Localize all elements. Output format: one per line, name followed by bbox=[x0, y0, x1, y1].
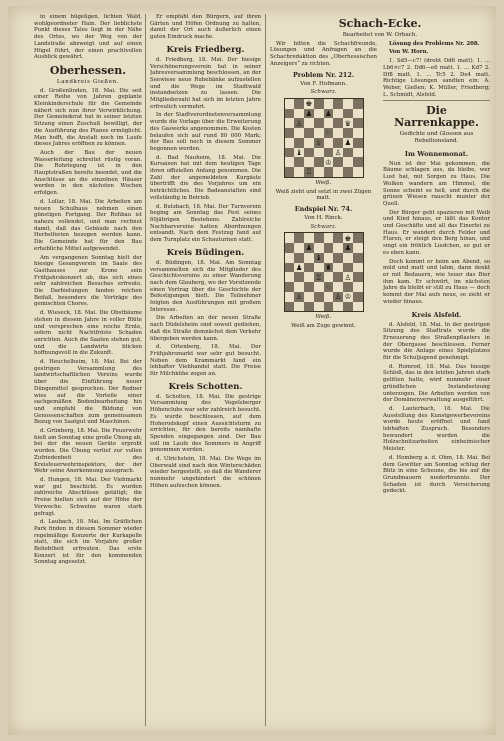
chess-square bbox=[294, 109, 304, 119]
news-paragraph: d. Großenlinden, 18. Mai. Die seit einer Reihe von Jahren geplante Kleinkinderschule für die Gemeinde nähert sich nun ihrer Verwirklichung. Der Gemeinderat hat in seiner letzten Sitzung einen Zuschuß bewilligt, der die Ausführung des Planes ermöglicht. Man hofft, die Anstalt noch im Laufe dieses Jahres eröffnen zu können. bbox=[34, 87, 142, 148]
left-paragraphs bbox=[34, 88, 142, 567]
chess-square bbox=[294, 138, 304, 148]
chess-piece-icon: ♟ bbox=[344, 138, 352, 148]
chess-square bbox=[324, 138, 334, 148]
chess-square bbox=[333, 233, 343, 243]
chess-piece-icon: ♖ bbox=[305, 167, 313, 177]
news-paragraph: Auch der Bau der neuen Wasserleitung schreitet rüstig voran. Die Rohrlegung ist in den Hauptstraßen bereits beendet, und die Anschlüsse an die einzelnen Häuser werden in den nächsten Wochen erfolgen. bbox=[34, 149, 142, 197]
chess-square bbox=[353, 118, 363, 128]
news-paragraph: d. Laubach, 18. Mai. Im Gräflichen Park finden in diesem Sommer wieder regelmäßige Konzerte der Kurkapelle statt, die sich im Vorjahre großer Beliebtheit erfreuten. Das erste Konzert ist für den kommenden Sonntag angesetzt. bbox=[34, 519, 142, 566]
chess-square bbox=[324, 292, 334, 302]
chess-square bbox=[324, 157, 334, 167]
chess-square bbox=[353, 292, 363, 302]
chess-piece-icon: ♙ bbox=[344, 272, 352, 282]
problem2-white: Weiß. bbox=[315, 314, 332, 321]
chess-square bbox=[353, 148, 363, 158]
chess-square bbox=[304, 128, 314, 138]
news-paragraph: d. Bad Nauheim, 18. Mai. Die Kursaison hat mit dem heutigen Tage ihren offiziellen Anfang genommen. Die Zahl der angemeldeten Kurgäste übertrifft die des Vorjahres um ein beträchtliches. Die Badeanstalten sind vollständig in Betrieb. bbox=[150, 154, 261, 201]
chess-square bbox=[285, 292, 295, 302]
humor-paragraph: d. Alsfeld, 18. Mai. In der gestrigen Sitzung des Stadtrats wurde die Erneuerung des Straßenpflasters in der Obergasse beschlossen. Ferner wurde die Anlage eines Spielplatzes für die Schuljugend genehmigt. bbox=[383, 321, 490, 362]
news-paragraph: d. Schotten, 18. Mai. Die gestrige Versammlung des Vogelsberger Höhenclubs war sehr zahlreich besucht. Es wurde beschlossen, auf dem Hoherodskopf einen Aussichtsturm zu errichten, für den bereits namhafte Spenden eingegangen sind. Der Bau soll im Laufe des Sommers in Angriff genommen werden. bbox=[150, 393, 261, 454]
news-paragraph: d. Ortenberg, 18. Mai. Der Frühjahrsmarkt war sehr gut besucht. Neben dem Krammarkt fand ein lebhafter Viehhandel statt. Die Preise für Milchkühe zogen an. bbox=[150, 344, 261, 378]
chess-square bbox=[333, 167, 343, 177]
chess-piece-icon: ♟ bbox=[305, 243, 313, 253]
chess-square bbox=[333, 99, 343, 109]
chess-square bbox=[314, 118, 324, 128]
news-paragraph: d. Friedberg, 18. Mai. Der hiesige Verschönerungsverein hat in seiner Jahresversammlung beschlossen, an der Seewiese neue Ruhebänke aufzustellen und die Wege im Stadtwald instandsetzen zu lassen. Die Mitgliederzahl hat sich im letzten Jahre erfreulich vermehrt. bbox=[150, 56, 261, 110]
chess-piece-icon: ♚ bbox=[344, 233, 352, 243]
chess-left bbox=[270, 41, 377, 497]
chess-square bbox=[314, 138, 324, 148]
humor-subheading: Gedichte und Glossen aus Rebellionsland. bbox=[399, 131, 474, 145]
chess-square bbox=[314, 109, 324, 119]
chess-square bbox=[294, 282, 304, 292]
chess-square bbox=[304, 302, 314, 312]
chess-square bbox=[324, 253, 334, 263]
problem1-author: Von F. Hofmann. bbox=[300, 80, 347, 87]
chess-square bbox=[314, 167, 324, 177]
chess-square bbox=[294, 272, 304, 282]
chess-square bbox=[285, 138, 295, 148]
chess-square bbox=[343, 253, 353, 263]
chess-square bbox=[353, 263, 363, 273]
chess-square bbox=[304, 99, 314, 109]
chess-square bbox=[333, 118, 343, 128]
chess-square bbox=[285, 157, 295, 167]
right-column bbox=[270, 14, 490, 726]
chess-square bbox=[285, 282, 295, 292]
chess-square bbox=[324, 99, 334, 109]
chess-square bbox=[304, 272, 314, 282]
section-heading: Kreis Büdingen. bbox=[166, 247, 245, 258]
chess-square bbox=[304, 109, 314, 119]
chess-square bbox=[314, 263, 324, 273]
endgame-author: Von H. Rinck. bbox=[304, 215, 343, 222]
chess-square bbox=[294, 128, 304, 138]
chess-board-1 bbox=[284, 98, 364, 178]
chess-square bbox=[285, 148, 295, 158]
chess-square bbox=[353, 157, 363, 167]
chess-square bbox=[343, 167, 353, 177]
chess-piece-icon: ♔ bbox=[344, 292, 352, 302]
chess-square bbox=[285, 233, 295, 243]
chess-piece-icon: ♘ bbox=[325, 282, 332, 292]
chess-square bbox=[353, 302, 363, 312]
chess-piece-icon: ♟ bbox=[325, 108, 332, 118]
humor-section-heading: Kreis Alsfeld. bbox=[411, 310, 462, 319]
chess-square bbox=[333, 292, 343, 302]
chess-square bbox=[304, 167, 314, 177]
chess-note: Wir bitten die Schachfreunde, Lösungen und Anfragen an die Schachredaktion des „Oberhessischen Anzeigers“ zu richten. bbox=[270, 40, 377, 67]
chess-piece-icon: ♙ bbox=[295, 118, 303, 128]
problem1-title: Problem Nr. 212. bbox=[292, 70, 355, 79]
chess-piece-icon: ♘ bbox=[325, 128, 332, 138]
chess-square bbox=[353, 138, 363, 148]
news-paragraph: Die Arbeiten an der neuen Straße nach Düdelsheim sind soweit gediehen, daß die Straße demnächst dem Verkehr übergeben werden kann. bbox=[150, 315, 261, 342]
humor-paragraph: d. Lauterbach, 18. Mai. Die Ausstellung des Kunstgewerbevereins wurde heute eröffnet und fand lebhaften Zuspruch. Besonders bewundert wurden die Holzschnitzarbeiten einheimischer Meister. bbox=[383, 405, 490, 453]
chess-square bbox=[333, 148, 343, 158]
chess-piece-icon: ♕ bbox=[315, 138, 322, 148]
chess-piece-icon: ♔ bbox=[325, 157, 332, 167]
chess-square bbox=[333, 302, 343, 312]
chess-square bbox=[285, 263, 295, 273]
chess-square bbox=[324, 233, 334, 243]
humor-heading: Die Narrenkappe. bbox=[394, 104, 479, 130]
chess-square bbox=[333, 253, 343, 263]
chess-square bbox=[324, 109, 334, 119]
chess-square bbox=[343, 118, 353, 128]
chess-piece-icon: ♛ bbox=[344, 118, 352, 128]
chess-square bbox=[304, 243, 314, 253]
chess-square bbox=[294, 302, 304, 312]
chess-square bbox=[324, 167, 334, 177]
news-paragraph: d. Lollar, 18. Mai. Die Arbeiten am neuen Schulhaus nehmen einen günstigen Fortgang. Der Rohbau ist nahezu vollendet, und man rechnet damit, daß das Gebäude nach den Herbstferien bezogen werden kann. Die Gemeinde hat für den Bau erhebliche Mittel aufgewendet. bbox=[34, 198, 142, 252]
chess-piece-icon: ♚ bbox=[305, 99, 313, 109]
chess-square bbox=[294, 253, 304, 263]
humor-paragraphs bbox=[383, 149, 490, 495]
chess-square bbox=[324, 282, 334, 292]
chess-square bbox=[343, 233, 353, 243]
news-paragraph: d. Grünberg, 18. Mai. Die Feuerwehr hielt am Sonntag eine große Übung ab, bei der die neuen Geräte erprobt wurden. Die Übung verlief zur vollen Zufriedenheit des Kreisfeuerwehrinspektors, der der Wehr seine Anerkennung aussprach. bbox=[34, 428, 142, 475]
chess-square bbox=[353, 272, 363, 282]
chess-square bbox=[353, 128, 363, 138]
middle-intro: Er empfahl den Bürgern, auf ihren Gärten und Höfen Ordnung zu halten, damit der Ort auch äußerlich einen guten Eindruck mache. bbox=[150, 14, 261, 41]
chess-square bbox=[304, 263, 314, 273]
chess-square bbox=[324, 302, 334, 312]
middle-sections bbox=[150, 45, 261, 490]
chess-square bbox=[333, 157, 343, 167]
chess-square bbox=[324, 118, 334, 128]
chess-square bbox=[304, 282, 314, 292]
chess-solution-text bbox=[383, 41, 490, 99]
chess-square bbox=[304, 253, 314, 263]
chess-square bbox=[304, 148, 314, 158]
chess-square bbox=[343, 138, 353, 148]
chess-square bbox=[353, 253, 363, 263]
chess-square bbox=[343, 263, 353, 273]
chess-square bbox=[314, 272, 324, 282]
chess-square bbox=[285, 272, 295, 282]
chess-square bbox=[343, 272, 353, 282]
problem1-stipulation: Weiß zieht und setzt in zwei Zügen matt. bbox=[275, 188, 372, 202]
chess-square bbox=[324, 263, 334, 273]
chess-square bbox=[343, 99, 353, 109]
chess-square bbox=[314, 157, 324, 167]
chess-square bbox=[304, 138, 314, 148]
chess-byline: Bearbeitet von W. Orbach. bbox=[342, 32, 418, 38]
chess-square bbox=[353, 282, 363, 292]
chess-square bbox=[285, 302, 295, 312]
chess-piece-icon: ♝ bbox=[315, 253, 322, 263]
chess-piece-icon: ♟ bbox=[295, 262, 303, 272]
chess-square bbox=[353, 109, 363, 119]
chess-piece-icon: ♜ bbox=[325, 262, 332, 272]
chess-square bbox=[294, 167, 304, 177]
newspaper-page bbox=[8, 6, 496, 735]
news-paragraph: d. Büdingen, 18. Mai. Am Sonntag versammelten sich die Mitglieder des Geschichtsvereins zu einer Wanderung nach dem Glauberg, wo der Vorsitzende einen Vortrag über die Geschichte der Befestigungen hielt. Die Teilnehmer folgten den Ausführungen mit großem Interesse. bbox=[150, 259, 261, 313]
chess-square bbox=[343, 148, 353, 158]
chess-square bbox=[333, 263, 343, 273]
chess-square bbox=[285, 167, 295, 177]
chess-piece-icon: ♟ bbox=[344, 243, 352, 253]
chess-square bbox=[343, 282, 353, 292]
chess-square bbox=[314, 148, 324, 158]
news-paragraph: d. Ulrichstein, 18. Mai. Die Wege im Oberwald sind nach den Winterschäden wieder hergestellt, so daß die Wanderer nunmehr ungehindert die schönen Höhen aufsuchen können. bbox=[150, 456, 261, 489]
chess-square bbox=[294, 118, 304, 128]
chess-title: Schach-Ecke. bbox=[338, 17, 422, 30]
chess-square bbox=[285, 99, 295, 109]
chess-piece-icon: ♖ bbox=[315, 272, 322, 282]
chess-square bbox=[333, 128, 343, 138]
chess-square bbox=[294, 263, 304, 273]
chess-square bbox=[333, 109, 343, 119]
chess-square bbox=[343, 243, 353, 253]
chess-square bbox=[353, 233, 363, 243]
chess-square bbox=[314, 253, 324, 263]
chess-square bbox=[314, 233, 324, 243]
humor-paragraph: Der Bürger geht spazieren mit Weib und Kind hinaus, er läßt das Kontor und Geschäfte und all das Einerlei zu Haus. Er wandert durch Felder und Fluren, er steigt den Berg hinan, und singt ein fröhlich Liedchen, so gut er es eben kann. bbox=[383, 209, 490, 256]
chess-square bbox=[294, 99, 304, 109]
chess-square bbox=[314, 128, 324, 138]
humor-paragraph: Nun ist der Mai gekommen, die Bäume schlagen aus, da bleibe, wer Lust hat, mit Sorgen zu Haus. Die Wolken wandern am Himmel, die Sonne scheint so hell, und durch die grünen Wiesen rauscht munter der Quell. bbox=[383, 160, 490, 207]
chess-square bbox=[314, 282, 324, 292]
chess-square bbox=[304, 233, 314, 243]
news-paragraph: d. Butzbach, 18. Mai. Der Turnverein beging am Sonntag das Fest seines 60jährigen Bestehens. Zahlreiche Nachbarvereine hatten Abordnungen entsandt. Nach dem Festzug fand auf dem Turnplatz ein Schauturnen statt. bbox=[150, 203, 261, 244]
chess-square bbox=[324, 148, 334, 158]
section-heading: Kreis Friedberg. bbox=[166, 44, 245, 55]
problem2-stipulation: Weiß am Zuge gewinnt. bbox=[291, 323, 356, 330]
news-paragraph: d. Heuchelheim, 18. Mai. Bei der gestrigen Versammlung des landwirtschaftlichen Vereins wurde über die Einführung neuer Düngemittel gesprochen. Der Redner wies auf die Vorteile einer sachgemäßen Bodenbearbeitung hin und empfahl die Bildung von Genossenschaften zum gemeinsamen Bezug von Saatgut und Maschinen. bbox=[34, 359, 142, 426]
chess-square bbox=[285, 109, 295, 119]
section-heading: Kreis Schotten. bbox=[168, 381, 243, 392]
chess-square bbox=[343, 109, 353, 119]
chess-square bbox=[343, 128, 353, 138]
chess-square bbox=[294, 148, 304, 158]
humor-paragraph: d. Homberg a. d. Ohm, 18. Mai. Bei dem Gewitter am Sonntag schlug der Blitz in eine Scheune, die bis auf die Grundmauern niederbrannte. Der Schaden ist durch Versicherung gedeckt. bbox=[383, 454, 490, 495]
chess-board-2 bbox=[284, 232, 364, 312]
chess-square bbox=[333, 243, 343, 253]
column-rule-1 bbox=[145, 14, 146, 726]
chess-square bbox=[333, 272, 343, 282]
chess-piece-icon: ♙ bbox=[295, 292, 303, 302]
solution-text: 1. Sd5—c7! (droht Dd6 matt). 1. ... Lb6×c7 2. Dd6—e6 matt. 1. ... Kd7 2. Df8 matt. 1. ... Tc5 2. De4 matt. Richtige Lösungen sandten ein: A. Weber, Gießen; K. Müller, Friedberg; L. Schmidt, Alsfeld. bbox=[383, 58, 490, 98]
problem2-black: Schwarz. bbox=[310, 223, 337, 230]
chess-row bbox=[270, 41, 490, 497]
humor-section-heading: Im Wonnemonat. bbox=[404, 149, 469, 158]
chess-square bbox=[285, 118, 295, 128]
chess-square bbox=[324, 272, 334, 282]
chess-square bbox=[285, 128, 295, 138]
chess-square bbox=[353, 99, 363, 109]
chess-square bbox=[353, 167, 363, 177]
endgame-title: Endspiel Nr. 74. bbox=[294, 205, 353, 214]
humor-paragraph: d. Romrod, 18. Mai. Das hiesige Schloß, das in den letzten Jahren stark gelitten hatte, wird nunmehr einer gründlichen Instandsetzung unterzogen. Die Arbeiten werden von der Domänenverwaltung ausgeführt. bbox=[383, 363, 490, 404]
chess-square bbox=[304, 118, 314, 128]
chess-square bbox=[324, 128, 334, 138]
middle-column bbox=[150, 14, 261, 726]
chess-square bbox=[333, 282, 343, 292]
news-paragraph: d. Wieseck, 18. Mai. Die Obstbäume stehen in diesem Jahre in voller Blüte und versprechen eine reiche Ernte, sofern nicht Nachtfröste Schaden anrichten. Auch die Saaten stehen gut, und die Landwirte blicken hoffnungsvoll in die Zukunft. bbox=[34, 310, 142, 357]
problem1-white: Weiß. bbox=[315, 179, 332, 186]
chess-square bbox=[294, 157, 304, 167]
chess-square bbox=[353, 243, 363, 253]
humor-paragraph: Doch kommt er heim am Abend, so müd und matt und lahm, dann denkt er mit Bedauern, wie teuer das Bier ihm kam. Er schwört, im nächsten Jahre da bleibt er still zu Haus — doch kommt der Mai aufs neue, so zieht er wieder hinaus. bbox=[383, 258, 490, 305]
chess-square bbox=[314, 243, 324, 253]
chess-square bbox=[285, 243, 295, 253]
chess-square bbox=[324, 243, 334, 253]
chess-square bbox=[314, 302, 324, 312]
chess-square bbox=[343, 292, 353, 302]
chess-piece-icon: ♙ bbox=[334, 147, 342, 157]
news-paragraph: Am vergangenen Sonntag hielt der hiesige Gesangverein im Saale des Gasthauses zur Krone sein Frühjahrskonzert ab, das sich eines sehr zahlreichen Besuches erfreute. Die Darbietungen fanden reichen Beifall, besonders die Vorträge des gemischten Chores. bbox=[34, 254, 142, 308]
chess-square bbox=[343, 302, 353, 312]
chess-square bbox=[294, 243, 304, 253]
news-paragraph: d. Hungen, 18. Mai. Der Viehmarkt war gut beschickt. Es wurden zahlreiche Abschlüsse getätigt; die Preise hielten sich auf der Höhe der Vorwoche. Schweine waren stark gefragt. bbox=[34, 477, 142, 517]
problem1-black: Schwarz. bbox=[310, 89, 337, 96]
chess-square bbox=[343, 157, 353, 167]
chess-right bbox=[383, 41, 490, 497]
subheading-landkreis: Landkreis Gießen. bbox=[56, 78, 120, 85]
chess-piece-icon: ♟ bbox=[305, 108, 313, 118]
chess-square bbox=[294, 233, 304, 243]
chess-piece-icon: ♝ bbox=[295, 147, 303, 157]
section-heading-oberhessen: Oberhessen. bbox=[49, 63, 127, 77]
news-paragraph: In der Stadtverordnetenversammlung wurde die Vorlage über die Erweiterung des Gaswerks angenommen. Die Kosten belaufen sich auf rund 80 000 Mark; der Bau soll noch in diesem Sommer begonnen werden. bbox=[150, 112, 261, 152]
chess-square bbox=[314, 292, 324, 302]
solution-text: Von W. Horn. bbox=[389, 49, 429, 56]
chess-square bbox=[333, 138, 343, 148]
chess-piece-icon: ♙ bbox=[334, 292, 342, 302]
solution-text: Lösung des Problems Nr. 208. bbox=[389, 40, 480, 47]
chess-square bbox=[304, 292, 314, 302]
chess-square bbox=[304, 157, 314, 167]
chess-square bbox=[285, 253, 295, 263]
left-column bbox=[34, 14, 142, 726]
column-rule-2 bbox=[265, 14, 266, 726]
chess-square bbox=[314, 99, 324, 109]
divider bbox=[383, 100, 490, 101]
chess-square bbox=[294, 292, 304, 302]
left-intro: in einem hügeligen, lichten Wald, wohlgeordneter Hain. Der lieblichste Punkt dieses Tales liegt in der Nähe des Ortes, wo der Weg von der Landstraße abzweigt und auf einen Hügel führt, der einen prachtvollen Ausblick gewährt. bbox=[34, 14, 142, 61]
